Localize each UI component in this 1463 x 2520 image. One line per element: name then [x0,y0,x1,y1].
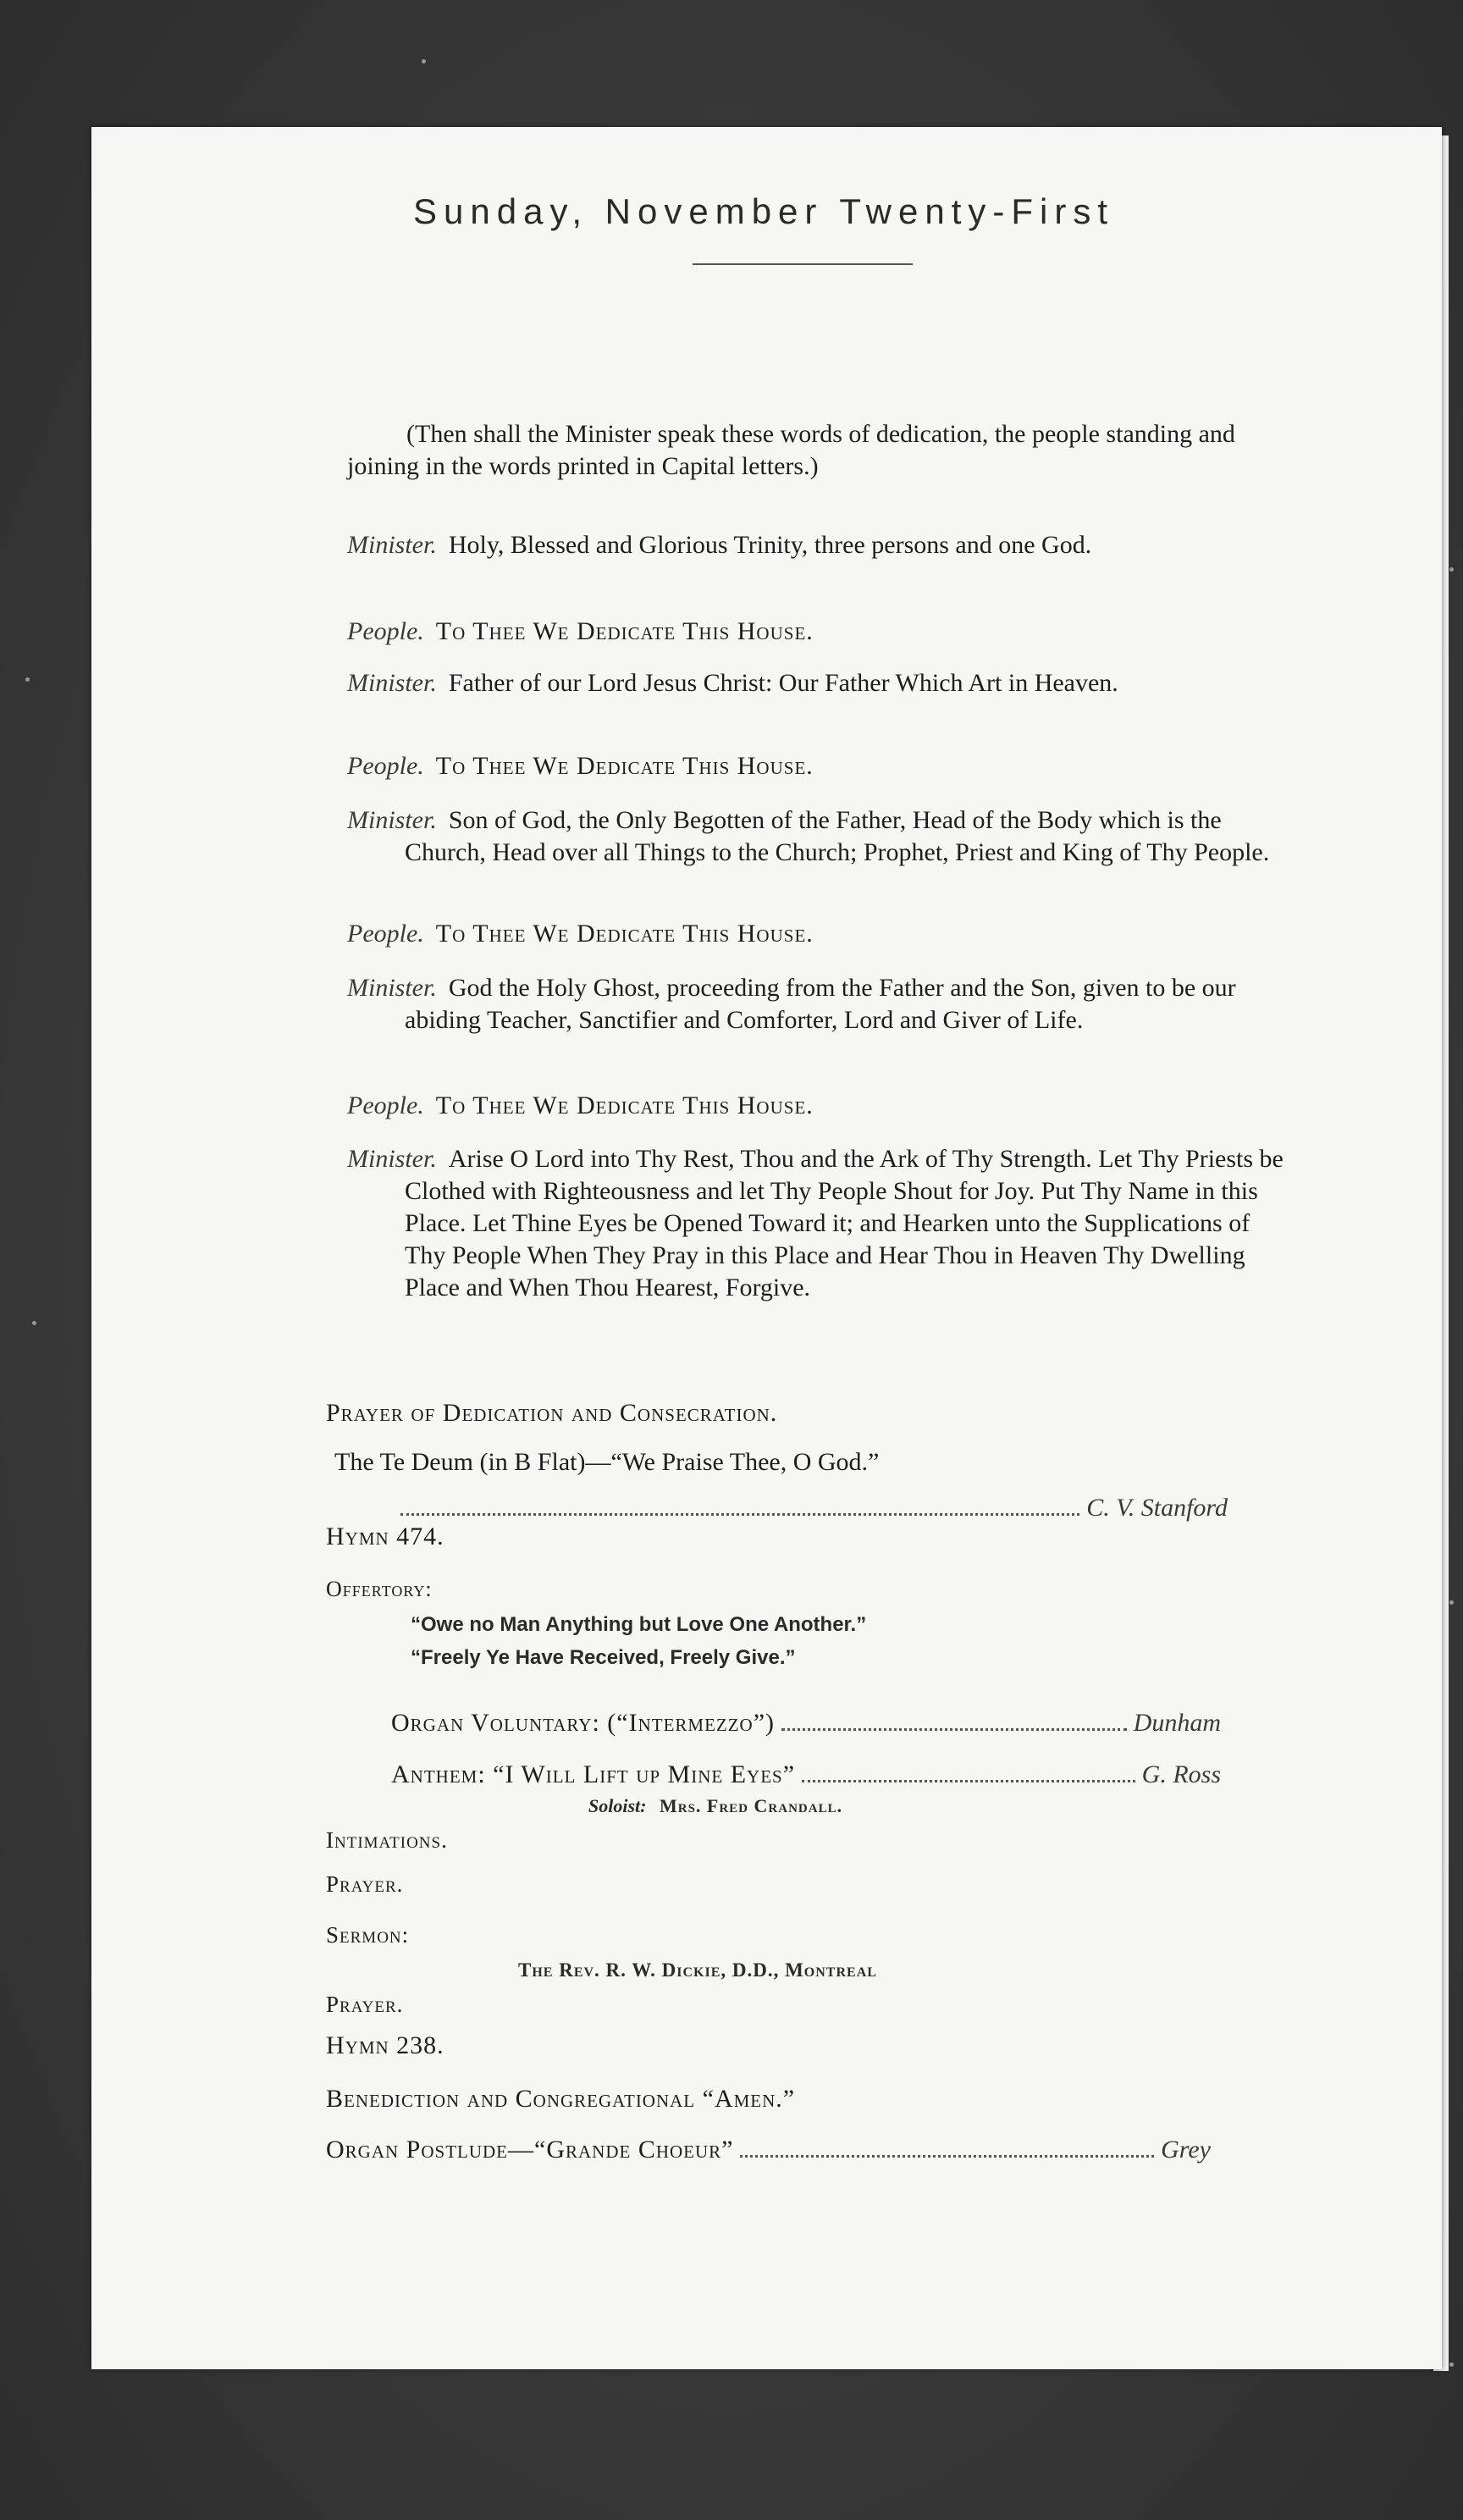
scan-speck [32,1321,36,1325]
litany-people-2 [347,750,1294,782]
litany-response: To Thee We Dedicate This House. [435,752,814,780]
prayer-1: Prayer. [326,1871,404,1897]
composer-name: C. V. Stanford [1086,1494,1228,1522]
composer-name: Grey [1161,2136,1211,2164]
offertory-sentence-1: “Owe no Man Anything but Love One Another.” [411,1613,867,1636]
litany-people-1 [347,616,1294,648]
organ-voluntary-line [391,1707,1221,1739]
litany-response: To Thee We Dedicate This House. [435,617,814,645]
speaker-label: People. [347,752,424,780]
speaker-label: Minister. [347,669,437,697]
litany-minister-4 [347,972,1294,1036]
offertory-label: Offertory: [326,1577,433,1601]
sermon-label: Sermon: [326,1922,410,1948]
scan-speck [1449,1600,1454,1605]
organ-postlude-title: Organ Postlude—“Grande Choeur” [326,2136,734,2164]
soloist-line [588,1792,842,1821]
benediction: Benediction and Congregational “Amen.” [326,2085,796,2113]
litany-response: To Thee We Dedicate This House. [435,920,814,948]
preacher-name: The Rev. R. W. Dickie, D.D., Montreal [518,1959,877,1981]
litany-response: To Thee We Dedicate This House. [435,1091,814,1119]
litany-people-4 [347,1090,1294,1122]
hymn-474: Hymn 474. [326,1522,444,1550]
litany-minister-3 [347,804,1294,869]
anthem-title: Anthem: “I Will Lift up Mine Eyes” [391,1760,796,1788]
litany-text: Father of our Lord Jesus Christ: Our Father Which Art in Heaven. [448,669,1118,697]
speaker-label: Minister. [347,806,437,834]
offertory-sentence-2: “Freely Ye Have Received, Freely Give.” [411,1646,796,1669]
hymn-238: Hymn 238. [326,2031,444,2059]
page-title: Sunday, November Twenty-First [413,191,1114,231]
litany-minister-5 [347,1143,1294,1304]
composer-name: Dunham [1133,1709,1221,1737]
speaker-label: People. [347,617,424,645]
speaker-label: Minister. [347,1145,437,1173]
scan-speck [25,677,30,682]
prayer-dedication: Prayer of Dedication and Consecration. [326,1399,778,1427]
organ-voluntary-title: Organ Voluntary: (“Intermezzo”) [391,1709,776,1737]
prayer-2: Prayer. [326,1992,404,2017]
composer-name: G. Ross [1141,1760,1221,1788]
dot-leader [781,1728,1127,1731]
scan-speck [1449,2362,1454,2367]
litany-text: God the Holy Ghost, proceeding from the Father and the Son, given to be our abiding Teacher, Sanctifier and Comforter, Lord and Giver of Life. [405,974,1236,1034]
speaker-label: Minister. [347,531,437,559]
scan-speck [422,59,426,64]
litany-minister-2 [347,667,1294,699]
anthem-line [391,1759,1221,1791]
speaker-label: Minister. [347,974,437,1002]
speaker-label: People. [347,920,424,948]
dot-leader [740,2155,1154,2158]
litany-people-3 [347,918,1294,950]
soloist-label: Soloist: [588,1795,647,1816]
te-deum-title: The Te Deum (in B Flat)—“We Praise Thee, O God.” [334,1448,880,1476]
scan-speck [1449,567,1454,572]
litany-text: Arise O Lord into Thy Rest, Thou and the Ark of Thy Strength. Let Thy Priests be Clothed with Righteousness and let Thy People Shout for Joy. Put Thy Name in this Place. Let Thine Eyes be Opened Toward it; and Hearken unto the Supplications of Thy People When They Pray in this Place and Hear Thou in Heaven Thy Dwelling Place and When Thou Hearest, Forgive. [405,1145,1284,1301]
litany-minister-1 [347,529,1294,561]
intimations: Intimations. [326,1827,448,1853]
rubric-intro: (Then shall the Minister speak these words of dedication, the people standing and joining in the words printed in Capital letters.) [347,420,1235,480]
speaker-label: People. [347,1091,424,1119]
organ-postlude-line [326,2134,1211,2166]
dot-leader [802,1780,1135,1782]
te-deum-composer-line [394,1492,1228,1524]
litany-text: Holy, Blessed and Glorious Trinity, three persons and one God. [448,531,1092,559]
title-rule [693,263,913,265]
litany-text: Son of God, the Only Begotten of the Father, Head of the Body which is the Church, Head over all Things to the Church; Prophet, Priest and King of Thy People. [405,806,1270,866]
dot-leader [400,1513,1079,1516]
soloist-name: Mrs. Fred Crandall. [659,1795,843,1816]
